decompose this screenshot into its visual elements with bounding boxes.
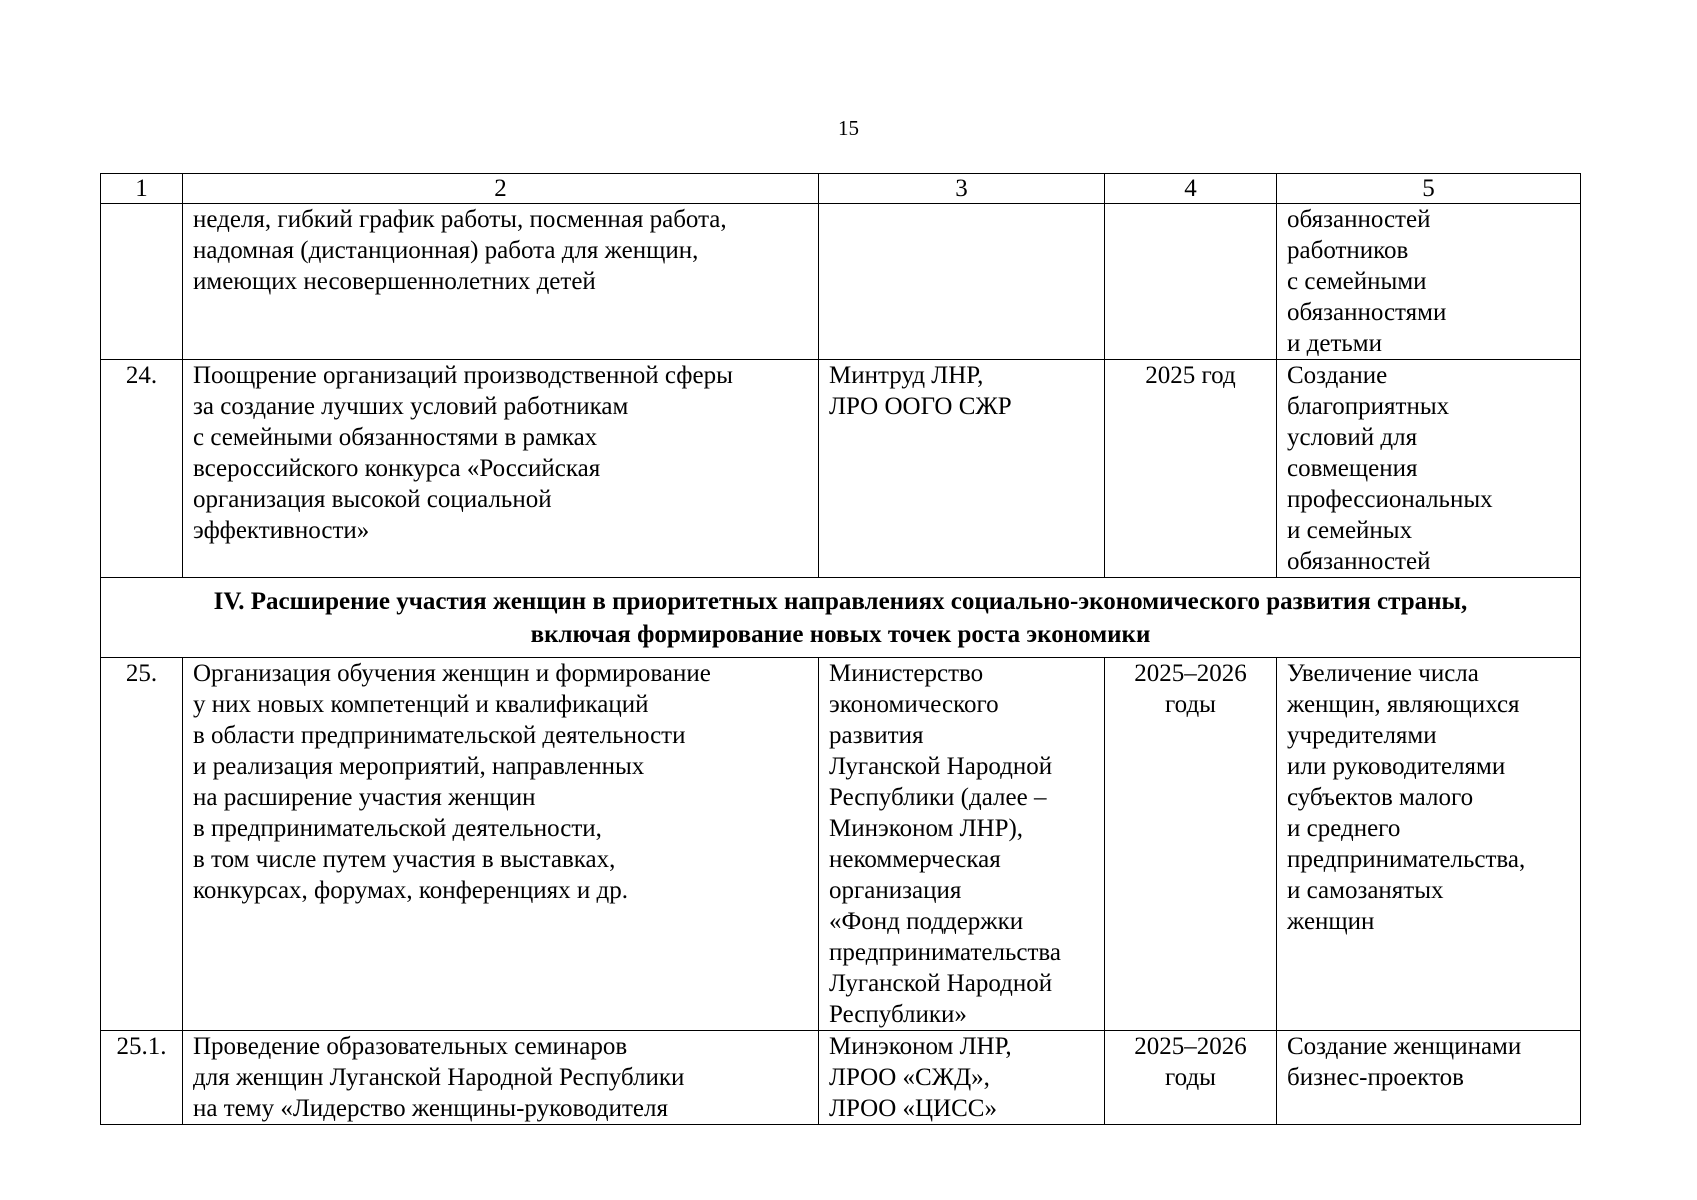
column-header: 3 (819, 174, 1105, 204)
table-row (101, 204, 1581, 360)
result-cell: Увеличение числа женщин, являющихся учредителями или руководителями субъектов малого и среднего предпринимательства, и самозанятых женщин (1277, 658, 1581, 1031)
column-header: 4 (1105, 174, 1277, 204)
section-row (101, 578, 1581, 658)
term-cell (1105, 204, 1277, 360)
measure-cell: Проведение образовательных семинаров для женщин Луганской Народной Республики на тему «Лидерство женщины-руководителя (183, 1031, 819, 1125)
table-row (101, 360, 1581, 578)
table-row (101, 658, 1581, 1031)
row-number: 24. (101, 360, 183, 578)
measure-cell: Организация обучения женщин и формирование у них новых компетенций и квалификаций в области предпринимательской деятельности и реализация мероприятий, направленных на расширение участия женщин в предпринимательской деятельности, в том числе путем участия в выставках, конкурсах, форумах, конференциях и др. (183, 658, 819, 1031)
row-number (101, 204, 183, 360)
row-number: 25.1. (101, 1031, 183, 1125)
plan-table (100, 173, 1581, 1125)
term-cell: 2025–2026 годы (1105, 658, 1277, 1031)
measure-cell: неделя, гибкий график работы, посменная работа, надомная (дистанционная) работа для женщин, имеющих несовершеннолетних детей (183, 204, 819, 360)
table-row (101, 1031, 1581, 1125)
executors-cell (819, 204, 1105, 360)
executors-cell: Минэконом ЛНР, ЛРОО «СЖД», ЛРОО «ЦИСС» (819, 1031, 1105, 1125)
result-cell: обязанностей работников с семейными обязанностями и детьми (1277, 204, 1581, 360)
result-cell: Создание женщинами бизнес-проектов (1277, 1031, 1581, 1125)
section-heading: IV. Расширение участия женщин в приоритетных направлениях социально-экономического развития страны, включая формирование новых точек роста экономики (101, 578, 1581, 658)
term-cell: 2025–2026 годы (1105, 1031, 1277, 1125)
page-number: 15 (838, 116, 859, 140)
executors-cell: Министерство экономического развития Луганской Народной Республики (далее – Минэконом ЛНР), некоммерческая организация «Фонд поддержки предпринимательства Луганской Народной Республики» (819, 658, 1105, 1031)
column-header: 2 (183, 174, 819, 204)
column-header: 5 (1277, 174, 1581, 204)
column-header: 1 (101, 174, 183, 204)
table-header-row (101, 174, 1581, 204)
measure-cell: Поощрение организаций производственной сферы за создание лучших условий работникам с семейными обязанностями в рамках всероссийского конкурса «Российская организация высокой социальной эффективности» (183, 360, 819, 578)
result-cell: Создание благоприятных условий для совмещения профессиональных и семейных обязанностей (1277, 360, 1581, 578)
row-number: 25. (101, 658, 183, 1031)
term-cell: 2025 год (1105, 360, 1277, 578)
executors-cell: Минтруд ЛНР, ЛРО ООГО СЖР (819, 360, 1105, 578)
